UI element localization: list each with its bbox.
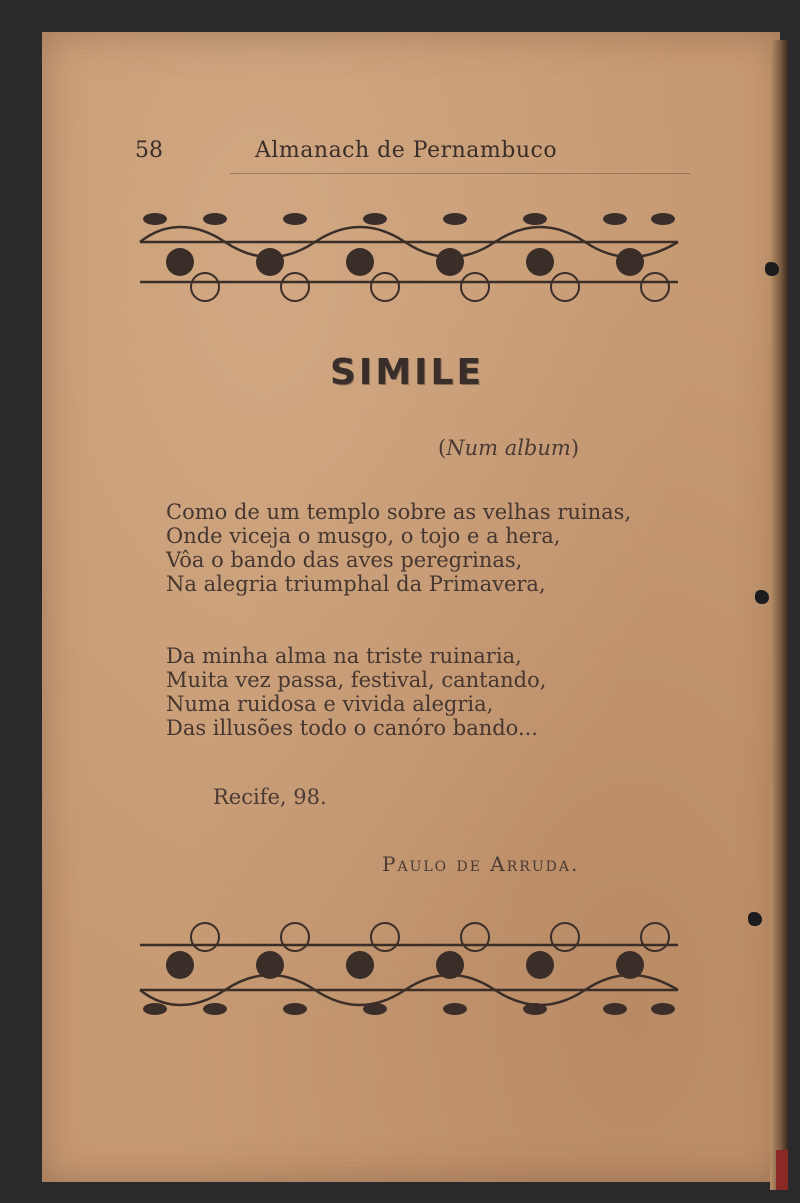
dedication-close-paren: )	[570, 436, 580, 460]
verse: Das illusões todo o canóro bando...	[166, 716, 538, 740]
dedication-text: Num album	[446, 436, 571, 460]
header-rule	[230, 173, 690, 174]
dedication	[438, 436, 579, 460]
binding-hole	[755, 590, 769, 604]
verse: Como de um templo sobre as velhas ruinas,	[166, 500, 632, 524]
binding-hole	[748, 912, 762, 926]
floral-ornament-top	[135, 207, 683, 312]
verse: Vôa o bando das aves peregrinas,	[166, 548, 523, 572]
running-title: Almanach de Pernambuco	[255, 138, 558, 163]
stanza-1	[166, 500, 631, 596]
page-header	[135, 138, 695, 172]
verse: Onde viceja o musgo, o tojo e a hera,	[166, 524, 561, 548]
verse: Na alegria triumphal da Primavera,	[166, 572, 546, 596]
red-ribbon	[776, 1150, 788, 1190]
author-signature: Paulo de Arruda.	[382, 852, 580, 876]
stanza-2	[166, 644, 546, 740]
place-date: Recife, 98.	[213, 785, 327, 809]
binding-hole	[765, 262, 779, 276]
dedication-open-paren: (	[438, 436, 447, 460]
poem-title: SIMILE	[330, 352, 485, 393]
page-edge	[770, 40, 788, 1190]
verse: Muita vez passa, festival, cantando,	[166, 668, 547, 692]
floral-ornament-bottom	[135, 915, 683, 1020]
verse: Numa ruidosa e vivida alegria,	[166, 692, 494, 716]
page-number: 58	[135, 138, 163, 163]
verse: Da minha alma na triste ruinaria,	[166, 644, 522, 668]
